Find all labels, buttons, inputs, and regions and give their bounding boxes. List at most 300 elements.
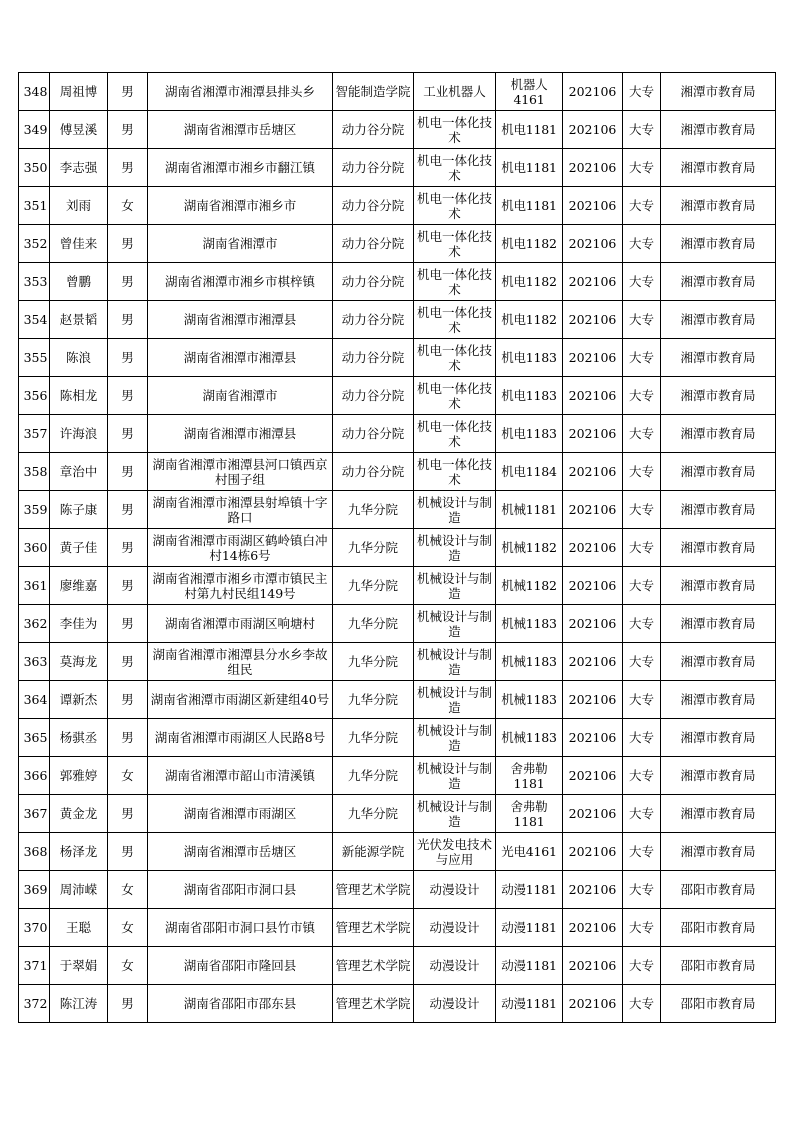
education-level-cell: 大专 — [623, 301, 661, 339]
student-name-cell: 曾佳来 — [50, 225, 108, 263]
address-cell: 湖南省湘潭市雨湖区 — [148, 795, 333, 833]
class-cell: 机电1182 — [496, 301, 563, 339]
college-cell: 动力谷分院 — [333, 225, 414, 263]
class-cell: 动漫1181 — [496, 947, 563, 985]
row-number-text: 348 — [23, 83, 48, 99]
student-name-cell: 廖维嘉 — [50, 567, 108, 605]
class-cell: 机械1183 — [496, 605, 563, 643]
table-row — [19, 643, 776, 681]
education-level-cell: 大专 — [623, 415, 661, 453]
row-number — [19, 149, 50, 187]
row-number — [19, 377, 50, 415]
gender-cell: 男 — [108, 681, 148, 719]
row-number-text: 367 — [23, 805, 48, 821]
gender-cell: 女 — [108, 909, 148, 947]
student-name-cell: 莫海龙 — [50, 643, 108, 681]
department-cell: 湘潭市教育局 — [661, 73, 776, 111]
table-row — [19, 301, 776, 339]
college-cell: 智能制造学院 — [333, 73, 414, 111]
major-cell: 动漫设计 — [414, 909, 496, 947]
education-level-cell: 大专 — [623, 187, 661, 225]
student-name-cell: 黄子佳 — [50, 529, 108, 567]
student-name-cell: 周沛嵘 — [50, 871, 108, 909]
major-cell: 机械设计与制造 — [414, 643, 496, 681]
table-row — [19, 529, 776, 567]
graduation-date-cell: 202106 — [563, 111, 623, 149]
class-cell: 光电4161 — [496, 833, 563, 871]
graduation-date-cell: 202106 — [563, 795, 623, 833]
major-cell: 机械设计与制造 — [414, 719, 496, 757]
education-level-cell: 大专 — [623, 985, 661, 1023]
education-level-cell: 大专 — [623, 795, 661, 833]
college-cell: 动力谷分院 — [333, 415, 414, 453]
row-number — [19, 111, 50, 149]
major-cell: 机电一体化技术 — [414, 225, 496, 263]
address-cell: 湖南省湘潭市湘潭县 — [148, 415, 333, 453]
row-number-text: 362 — [23, 615, 48, 631]
department-cell: 湘潭市教育局 — [661, 567, 776, 605]
row-number — [19, 681, 50, 719]
college-cell: 动力谷分院 — [333, 453, 414, 491]
college-cell: 九华分院 — [333, 567, 414, 605]
address-cell: 湖南省邵阳市邵东县 — [148, 985, 333, 1023]
student-name-cell: 李佳为 — [50, 605, 108, 643]
table-row — [19, 871, 776, 909]
row-number-text: 366 — [23, 767, 48, 783]
class-cell: 动漫1181 — [496, 909, 563, 947]
row-number-text: 361 — [23, 577, 48, 593]
row-number-text: 365 — [23, 729, 48, 745]
department-cell: 湘潭市教育局 — [661, 263, 776, 301]
student-name-cell: 陈江涛 — [50, 985, 108, 1023]
graduation-date-cell: 202106 — [563, 263, 623, 301]
major-cell: 机械设计与制造 — [414, 605, 496, 643]
class-cell: 机电1182 — [496, 263, 563, 301]
gender-cell: 男 — [108, 453, 148, 491]
college-cell: 管理艺术学院 — [333, 947, 414, 985]
table-row — [19, 453, 776, 491]
table-row — [19, 225, 776, 263]
address-cell: 湖南省湘潭市雨湖区新建组40号 — [148, 681, 333, 719]
graduation-date-cell: 202106 — [563, 491, 623, 529]
address-cell: 湖南省湘潭市 — [148, 377, 333, 415]
student-name-cell: 谭新杰 — [50, 681, 108, 719]
table-row — [19, 73, 776, 111]
department-cell: 湘潭市教育局 — [661, 225, 776, 263]
row-number — [19, 263, 50, 301]
gender-cell: 男 — [108, 73, 148, 111]
row-number — [19, 947, 50, 985]
college-cell: 九华分院 — [333, 719, 414, 757]
table-row — [19, 377, 776, 415]
row-number-text: 359 — [23, 501, 48, 517]
row-number-text: 354 — [23, 311, 48, 327]
graduation-date-cell: 202106 — [563, 73, 623, 111]
major-cell: 机电一体化技术 — [414, 377, 496, 415]
student-name-cell: 陈浪 — [50, 339, 108, 377]
class-cell: 动漫1181 — [496, 871, 563, 909]
gender-cell: 女 — [108, 871, 148, 909]
graduation-date-cell: 202106 — [563, 187, 623, 225]
college-cell: 动力谷分院 — [333, 339, 414, 377]
row-number-text: 369 — [23, 881, 48, 897]
class-cell: 机械1182 — [496, 567, 563, 605]
row-number — [19, 453, 50, 491]
graduation-date-cell: 202106 — [563, 301, 623, 339]
graduation-date-cell: 202106 — [563, 529, 623, 567]
gender-cell: 男 — [108, 377, 148, 415]
graduation-date-cell: 202106 — [563, 719, 623, 757]
graduation-date-cell: 202106 — [563, 985, 623, 1023]
address-cell: 湖南省湘潭市湘潭县排头乡 — [148, 73, 333, 111]
major-cell: 机械设计与制造 — [414, 529, 496, 567]
education-level-cell: 大专 — [623, 643, 661, 681]
college-cell: 动力谷分院 — [333, 111, 414, 149]
college-cell: 九华分院 — [333, 795, 414, 833]
major-cell: 机电一体化技术 — [414, 263, 496, 301]
row-number — [19, 567, 50, 605]
college-cell: 新能源学院 — [333, 833, 414, 871]
education-level-cell: 大专 — [623, 567, 661, 605]
gender-cell: 男 — [108, 567, 148, 605]
graduation-date-cell: 202106 — [563, 871, 623, 909]
major-cell: 机电一体化技术 — [414, 453, 496, 491]
address-cell: 湖南省邵阳市洞口县 — [148, 871, 333, 909]
major-cell: 机械设计与制造 — [414, 681, 496, 719]
table-row — [19, 605, 776, 643]
row-number — [19, 339, 50, 377]
college-cell: 九华分院 — [333, 757, 414, 795]
gender-cell: 男 — [108, 643, 148, 681]
row-number — [19, 871, 50, 909]
college-cell: 管理艺术学院 — [333, 871, 414, 909]
address-cell: 湖南省湘潭市岳塘区 — [148, 833, 333, 871]
department-cell: 湘潭市教育局 — [661, 491, 776, 529]
student-name-cell: 许海浪 — [50, 415, 108, 453]
student-name-cell: 王聪 — [50, 909, 108, 947]
major-cell: 动漫设计 — [414, 871, 496, 909]
row-number-text: 349 — [23, 121, 48, 137]
address-cell: 湖南省湘潭市湘潭县 — [148, 339, 333, 377]
class-cell: 机器人4161 — [496, 73, 563, 111]
education-level-cell: 大专 — [623, 73, 661, 111]
row-number — [19, 833, 50, 871]
table-row — [19, 947, 776, 985]
class-cell: 机械1183 — [496, 643, 563, 681]
gender-cell: 男 — [108, 339, 148, 377]
education-level-cell: 大专 — [623, 605, 661, 643]
class-cell: 机械1181 — [496, 491, 563, 529]
major-cell: 机电一体化技术 — [414, 111, 496, 149]
student-name-cell: 黄金龙 — [50, 795, 108, 833]
table-row — [19, 757, 776, 795]
table-row — [19, 833, 776, 871]
education-level-cell: 大专 — [623, 491, 661, 529]
college-cell: 动力谷分院 — [333, 263, 414, 301]
graduation-date-cell: 202106 — [563, 909, 623, 947]
student-name-cell: 陈子康 — [50, 491, 108, 529]
gender-cell: 男 — [108, 529, 148, 567]
department-cell: 湘潭市教育局 — [661, 339, 776, 377]
graduation-date-cell: 202106 — [563, 225, 623, 263]
row-number — [19, 73, 50, 111]
table-row — [19, 149, 776, 187]
gender-cell: 男 — [108, 833, 148, 871]
class-cell: 机电1181 — [496, 111, 563, 149]
college-cell: 九华分院 — [333, 529, 414, 567]
department-cell: 湘潭市教育局 — [661, 149, 776, 187]
student-name-cell: 杨骐丞 — [50, 719, 108, 757]
table-row — [19, 681, 776, 719]
education-level-cell: 大专 — [623, 111, 661, 149]
gender-cell: 男 — [108, 415, 148, 453]
department-cell: 湘潭市教育局 — [661, 643, 776, 681]
row-number-text: 371 — [23, 957, 48, 973]
education-level-cell: 大专 — [623, 947, 661, 985]
college-cell: 动力谷分院 — [333, 187, 414, 225]
college-cell: 九华分院 — [333, 491, 414, 529]
row-number-text: 368 — [23, 843, 48, 859]
graduation-date-cell: 202106 — [563, 339, 623, 377]
graduation-date-cell: 202106 — [563, 833, 623, 871]
class-cell: 机电1183 — [496, 339, 563, 377]
row-number — [19, 757, 50, 795]
gender-cell: 男 — [108, 719, 148, 757]
major-cell: 光伏发电技术与应用 — [414, 833, 496, 871]
education-level-cell: 大专 — [623, 377, 661, 415]
department-cell: 湘潭市教育局 — [661, 111, 776, 149]
gender-cell: 男 — [108, 149, 148, 187]
address-cell: 湖南省湘潭市 — [148, 225, 333, 263]
class-cell: 机电1184 — [496, 453, 563, 491]
table-row — [19, 795, 776, 833]
student-name-cell: 曾鹏 — [50, 263, 108, 301]
table-row — [19, 187, 776, 225]
college-cell: 九华分院 — [333, 605, 414, 643]
address-cell: 湖南省湘潭市雨湖区响塘村 — [148, 605, 333, 643]
row-number — [19, 415, 50, 453]
row-number — [19, 225, 50, 263]
major-cell: 机械设计与制造 — [414, 491, 496, 529]
gender-cell: 男 — [108, 111, 148, 149]
department-cell: 邵阳市教育局 — [661, 947, 776, 985]
major-cell: 动漫设计 — [414, 985, 496, 1023]
graduation-date-cell: 202106 — [563, 377, 623, 415]
gender-cell: 男 — [108, 605, 148, 643]
table-row — [19, 567, 776, 605]
row-number — [19, 643, 50, 681]
education-level-cell: 大专 — [623, 833, 661, 871]
department-cell: 湘潭市教育局 — [661, 795, 776, 833]
student-name-cell: 刘雨 — [50, 187, 108, 225]
address-cell: 湖南省湘潭市湘潭县射埠镇十字路口 — [148, 491, 333, 529]
row-number — [19, 529, 50, 567]
table-row — [19, 719, 776, 757]
graduation-date-cell: 202106 — [563, 605, 623, 643]
major-cell: 机电一体化技术 — [414, 339, 496, 377]
major-cell: 动漫设计 — [414, 947, 496, 985]
education-level-cell: 大专 — [623, 529, 661, 567]
department-cell: 湘潭市教育局 — [661, 833, 776, 871]
department-cell: 邵阳市教育局 — [661, 985, 776, 1023]
row-number-text: 370 — [23, 919, 48, 935]
department-cell: 湘潭市教育局 — [661, 681, 776, 719]
education-level-cell: 大专 — [623, 909, 661, 947]
gender-cell: 男 — [108, 795, 148, 833]
graduate-roster-table — [18, 72, 776, 1023]
college-cell: 九华分院 — [333, 681, 414, 719]
row-number — [19, 985, 50, 1023]
class-cell: 机械1183 — [496, 719, 563, 757]
class-cell: 舍弗勒1181 — [496, 757, 563, 795]
row-number-text: 353 — [23, 273, 48, 289]
graduation-date-cell: 202106 — [563, 415, 623, 453]
student-name-cell: 周祖博 — [50, 73, 108, 111]
class-cell: 机械1182 — [496, 529, 563, 567]
table-row — [19, 111, 776, 149]
student-name-cell: 赵景韬 — [50, 301, 108, 339]
class-cell: 机电1183 — [496, 415, 563, 453]
row-number — [19, 795, 50, 833]
student-name-cell: 章治中 — [50, 453, 108, 491]
department-cell: 湘潭市教育局 — [661, 719, 776, 757]
address-cell: 湖南省湘潭市岳塘区 — [148, 111, 333, 149]
department-cell: 湘潭市教育局 — [661, 605, 776, 643]
department-cell: 邵阳市教育局 — [661, 871, 776, 909]
student-name-cell: 杨泽龙 — [50, 833, 108, 871]
class-cell: 舍弗勒1181 — [496, 795, 563, 833]
class-cell: 机械1183 — [496, 681, 563, 719]
row-number — [19, 719, 50, 757]
department-cell: 湘潭市教育局 — [661, 453, 776, 491]
row-number — [19, 187, 50, 225]
major-cell: 机电一体化技术 — [414, 149, 496, 187]
row-number — [19, 491, 50, 529]
college-cell: 管理艺术学院 — [333, 909, 414, 947]
major-cell: 工业机器人 — [414, 73, 496, 111]
major-cell: 机械设计与制造 — [414, 757, 496, 795]
class-cell: 机电1183 — [496, 377, 563, 415]
education-level-cell: 大专 — [623, 149, 661, 187]
row-number — [19, 301, 50, 339]
gender-cell: 男 — [108, 225, 148, 263]
address-cell: 湖南省邵阳市隆回县 — [148, 947, 333, 985]
education-level-cell: 大专 — [623, 681, 661, 719]
table-row — [19, 415, 776, 453]
department-cell: 湘潭市教育局 — [661, 415, 776, 453]
table-body — [19, 73, 776, 1023]
college-cell: 动力谷分院 — [333, 377, 414, 415]
student-name-cell: 郭雅婷 — [50, 757, 108, 795]
department-cell: 邵阳市教育局 — [661, 909, 776, 947]
department-cell: 湘潭市教育局 — [661, 301, 776, 339]
row-number-text: 357 — [23, 425, 48, 441]
department-cell: 湘潭市教育局 — [661, 757, 776, 795]
education-level-cell: 大专 — [623, 871, 661, 909]
education-level-cell: 大专 — [623, 263, 661, 301]
row-number-text: 358 — [23, 463, 48, 479]
address-cell: 湖南省湘潭市湘潭县 — [148, 301, 333, 339]
row-number-text: 364 — [23, 691, 48, 707]
table-row — [19, 985, 776, 1023]
department-cell: 湘潭市教育局 — [661, 529, 776, 567]
address-cell: 湖南省邵阳市洞口县竹市镇 — [148, 909, 333, 947]
student-name-cell: 于翠娟 — [50, 947, 108, 985]
row-number-text: 351 — [23, 197, 48, 213]
major-cell: 机械设计与制造 — [414, 567, 496, 605]
college-cell: 九华分院 — [333, 643, 414, 681]
table-row — [19, 491, 776, 529]
table-row — [19, 909, 776, 947]
address-cell: 湖南省湘潭市韶山市清溪镇 — [148, 757, 333, 795]
row-number-text: 372 — [23, 995, 48, 1011]
address-cell: 湖南省湘潭市湘乡市翻江镇 — [148, 149, 333, 187]
graduation-date-cell: 202106 — [563, 149, 623, 187]
college-cell: 动力谷分院 — [333, 149, 414, 187]
gender-cell: 男 — [108, 985, 148, 1023]
row-number-text: 363 — [23, 653, 48, 669]
department-cell: 湘潭市教育局 — [661, 187, 776, 225]
address-cell: 湖南省湘潭市雨湖区人民路8号 — [148, 719, 333, 757]
graduation-date-cell: 202106 — [563, 643, 623, 681]
student-name-cell: 傅昱溪 — [50, 111, 108, 149]
education-level-cell: 大专 — [623, 225, 661, 263]
gender-cell: 男 — [108, 301, 148, 339]
address-cell: 湖南省湘潭市湘乡市 — [148, 187, 333, 225]
education-level-cell: 大专 — [623, 453, 661, 491]
graduation-date-cell: 202106 — [563, 453, 623, 491]
graduation-date-cell: 202106 — [563, 681, 623, 719]
row-number-text: 352 — [23, 235, 48, 251]
department-cell: 湘潭市教育局 — [661, 377, 776, 415]
gender-cell: 男 — [108, 491, 148, 529]
class-cell: 机电1182 — [496, 225, 563, 263]
major-cell: 机电一体化技术 — [414, 301, 496, 339]
address-cell: 湖南省湘潭市湘潭县河口镇西京村围子组 — [148, 453, 333, 491]
graduation-date-cell: 202106 — [563, 947, 623, 985]
education-level-cell: 大专 — [623, 757, 661, 795]
college-cell: 动力谷分院 — [333, 301, 414, 339]
graduation-date-cell: 202106 — [563, 567, 623, 605]
education-level-cell: 大专 — [623, 339, 661, 377]
row-number-text: 350 — [23, 159, 48, 175]
college-cell: 管理艺术学院 — [333, 985, 414, 1023]
student-name-cell: 李志强 — [50, 149, 108, 187]
row-number-text: 355 — [23, 349, 48, 365]
class-cell: 动漫1181 — [496, 985, 563, 1023]
row-number — [19, 605, 50, 643]
class-cell: 机电1181 — [496, 187, 563, 225]
major-cell: 机电一体化技术 — [414, 415, 496, 453]
gender-cell: 女 — [108, 187, 148, 225]
table-row — [19, 339, 776, 377]
gender-cell: 女 — [108, 947, 148, 985]
row-number-text: 360 — [23, 539, 48, 555]
gender-cell: 男 — [108, 263, 148, 301]
address-cell: 湖南省湘潭市雨湖区鹤岭镇白冲村14栋6号 — [148, 529, 333, 567]
major-cell: 机械设计与制造 — [414, 795, 496, 833]
table-row — [19, 263, 776, 301]
row-number — [19, 909, 50, 947]
student-name-cell: 陈相龙 — [50, 377, 108, 415]
address-cell: 湖南省湘潭市湘潭县分水乡李故组民 — [148, 643, 333, 681]
row-number-text: 356 — [23, 387, 48, 403]
education-level-cell: 大专 — [623, 719, 661, 757]
graduation-date-cell: 202106 — [563, 757, 623, 795]
class-cell: 机电1181 — [496, 149, 563, 187]
address-cell: 湖南省湘潭市湘乡市棋梓镇 — [148, 263, 333, 301]
major-cell: 机电一体化技术 — [414, 187, 496, 225]
